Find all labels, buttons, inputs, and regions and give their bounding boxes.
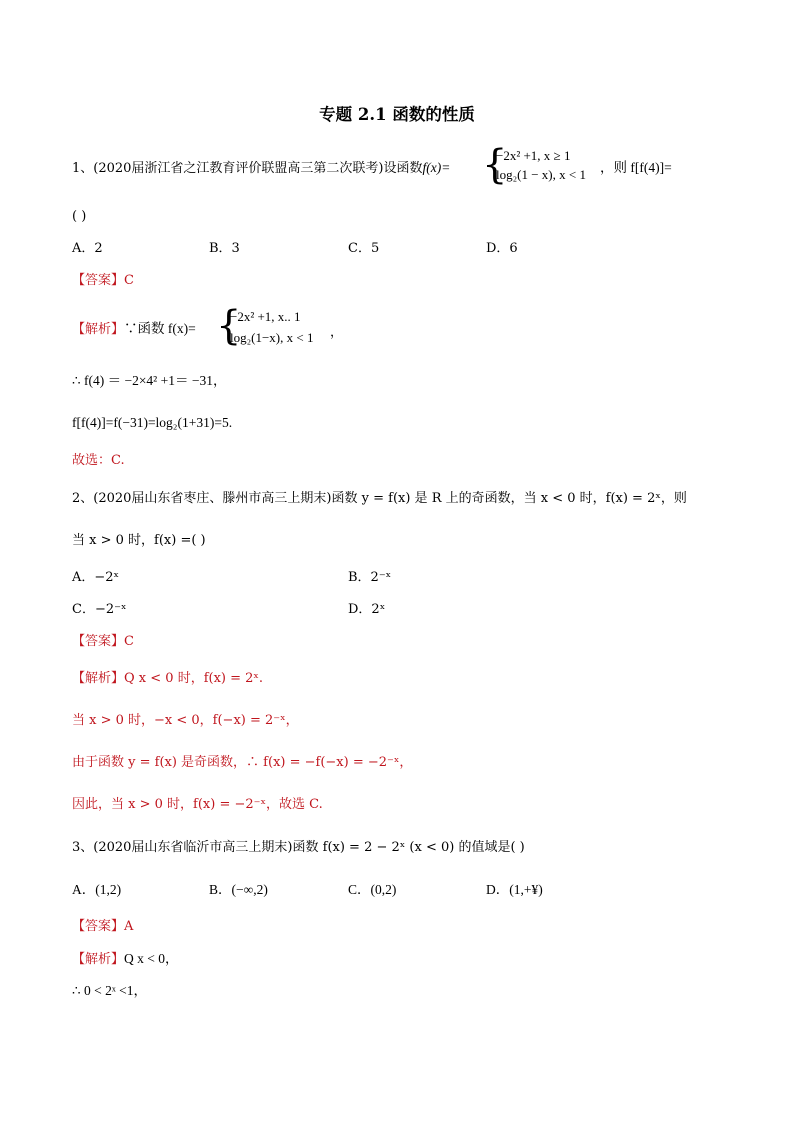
q3-text: (2020届山东省临沂市高三上期末)函数 f(x) = 2 − 2ˣ (x < 0) 的值域是( ) [93, 840, 525, 855]
q3-stem [72, 839, 525, 857]
page-title: 专题 2.1 函数的性质 [319, 105, 475, 124]
q1-answer [72, 272, 134, 290]
q1-explain-intro: ∵函数 f(x)= [124, 321, 196, 336]
q3-option-a: A．(1,2) [72, 882, 122, 897]
q2-stem-line1 [72, 490, 687, 508]
q1-option-a: A．2 [72, 241, 103, 256]
q2-option-c: C．−2⁻ˣ [72, 602, 127, 617]
q1-answer-label: 【答案】 [72, 273, 125, 288]
q1-step2: f[f(4)]=f(−31)=log₂(1+31)=5. [72, 415, 233, 430]
q3-option-d: D．(1,+¥) [486, 882, 543, 897]
q3-option-c: C．(0,2) [348, 882, 397, 897]
q1-option-b: B．3 [209, 241, 240, 256]
q1-option-d: D．6 [486, 241, 518, 256]
q2-answer [72, 633, 134, 651]
q3-answer [72, 918, 133, 936]
q1-explain-label: 【解析】 [72, 322, 125, 337]
q1-step1: ∴ f(4) ＝ −2×4² +1＝ −31， [72, 373, 227, 388]
q1-paren: ( ) [72, 209, 87, 224]
q2-option-b: B．2⁻ˣ [348, 570, 392, 585]
q1-option-c: C．5 [348, 241, 380, 256]
q2-explain1: Q x < 0 时，f(x) = 2ˣ. [124, 671, 264, 686]
q1-explain-tail: ， [330, 325, 344, 340]
q2-explain-label: 【解析】 [72, 671, 125, 686]
q2-stem-line2: 当 x > 0 时，f(x) =( ) [72, 533, 206, 548]
q1-explain-intro-line [72, 320, 196, 339]
q2-explain-line1 [72, 670, 263, 688]
q1-explain-brace: { [216, 303, 242, 349]
q1-source: (2020届浙江省之江教育评价联盟高三第二次联考)设函数 [93, 161, 423, 176]
q1-case2: log₂(1 − x), x < 1 [496, 167, 586, 182]
q2-explain-line3: 由于函数 y = f(x) 是奇函数，∴ f(x) = −f(−x) = −2⁻ˣ， [72, 755, 413, 770]
q1-question-tail: ，则 f[f(4)]= [600, 160, 672, 175]
q1-stem [72, 159, 450, 178]
q1-explain-case2: log₂(1−x), x < 1 [230, 330, 314, 345]
q1-case1: −2x² +1, x ≥ 1 [496, 148, 571, 163]
q2-number: 2、 [72, 491, 94, 506]
q1-conclusion: 故选：C. [72, 453, 125, 468]
q3-answer-value: A [124, 919, 134, 934]
q1-func-lhs: f(x)= [422, 160, 451, 175]
q2-answer-label: 【答案】 [72, 634, 125, 649]
q3-number: 3、 [72, 840, 94, 855]
q3-explain-line2: ∴ 0 < 2ˣ <1， [72, 983, 147, 998]
q2-answer-value: C [124, 634, 134, 649]
q1-brace: { [482, 142, 508, 188]
q3-explain-label: 【解析】 [72, 952, 125, 967]
q2-explain-line4: 因此，当 x > 0 时，f(x) = −2⁻ˣ，故选 C. [72, 797, 323, 812]
q3-answer-label: 【答案】 [72, 919, 125, 934]
q2-option-d: D．2ˣ [348, 602, 386, 617]
q3-explain-line1 [72, 950, 179, 969]
q1-explain-case1: −2x² +1, x.. 1 [230, 309, 301, 324]
q3-explain1: Q x < 0， [124, 951, 179, 966]
q1-answer-value: C [124, 273, 134, 288]
q2-text1: (2020届山东省枣庄、滕州市高三上期末)函数 y = f(x) 是 R 上的奇函数，当 x < 0 时，f(x) = 2ˣ，则 [93, 491, 687, 506]
q2-explain-line2: 当 x > 0 时，−x < 0，f(−x) = 2⁻ˣ， [72, 713, 299, 728]
q2-option-a: A．−2ˣ [72, 570, 120, 585]
q3-option-b: B．(−∞,2) [209, 882, 268, 897]
q1-number: 1、 [72, 161, 94, 176]
